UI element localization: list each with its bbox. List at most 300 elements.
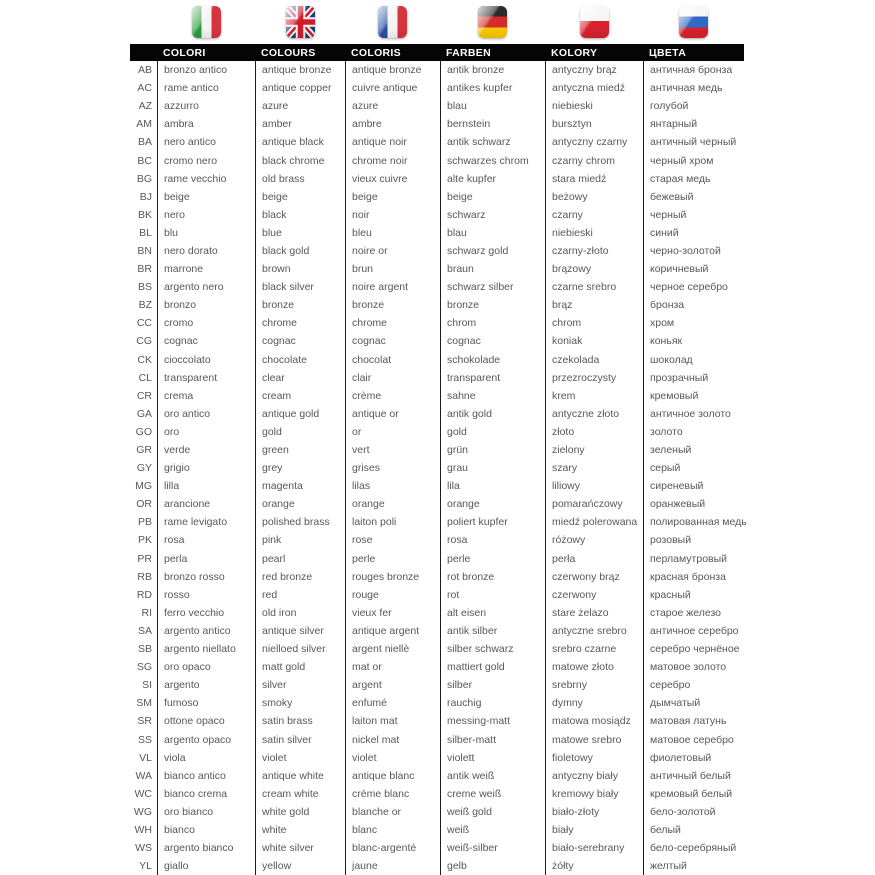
color-code: SA	[137, 624, 152, 637]
color-code: SB	[137, 643, 152, 656]
table-row	[130, 477, 744, 495]
color-name-it: argento niellato	[157, 640, 255, 658]
color-name-en: chrome	[255, 314, 345, 332]
color-name-de: beige	[440, 188, 545, 206]
color-code: RB	[137, 570, 152, 583]
color-name-pl: krem	[545, 387, 643, 405]
color-code: CG	[136, 335, 152, 348]
color-name-ru: античное серебро	[643, 622, 744, 640]
color-name-it: rame levigato	[157, 513, 255, 531]
color-code: CK	[137, 353, 152, 366]
table-row	[130, 314, 744, 332]
color-code: AZ	[138, 100, 152, 113]
color-name-de: rot	[440, 586, 545, 604]
color-name-de: rauchig	[440, 694, 545, 712]
color-name-en: amber	[255, 115, 345, 133]
table-row	[130, 278, 744, 296]
color-code: GO	[135, 425, 152, 438]
color-name-fr: bleu	[345, 224, 440, 242]
color-name-it: oro bianco	[157, 803, 255, 821]
color-name-en: beige	[255, 188, 345, 206]
color-name-it: argento nero	[157, 278, 255, 296]
table-row	[130, 712, 744, 730]
color-name-fr: crème	[345, 387, 440, 405]
table-row	[130, 188, 744, 206]
color-name-pl: czarne srebro	[545, 278, 643, 296]
table-row	[130, 658, 744, 676]
column-header-colours: COLOURS	[261, 46, 316, 59]
color-name-de: perle	[440, 550, 545, 568]
color-name-ru: старое железо	[643, 604, 744, 622]
color-name-fr: laiton poli	[345, 513, 440, 531]
color-code: SR	[137, 715, 152, 728]
color-name-en: antique black	[255, 133, 345, 151]
color-name-de: messing-matt	[440, 712, 545, 730]
color-name-de: grün	[440, 441, 545, 459]
color-name-de: grau	[440, 459, 545, 477]
color-name-it: argento bianco	[157, 839, 255, 857]
color-name-fr: chocolat	[345, 351, 440, 369]
color-name-fr: noir	[345, 206, 440, 224]
color-code: GY	[136, 462, 152, 475]
color-name-de: sahne	[440, 387, 545, 405]
color-name-en: antique white	[255, 767, 345, 785]
color-name-ru: черное серебро	[643, 278, 744, 296]
color-name-en: satin silver	[255, 730, 345, 748]
color-name-ru: перламутровый	[643, 550, 744, 568]
color-name-it: nero	[157, 206, 255, 224]
color-name-de: schwarz silber	[440, 278, 545, 296]
color-code: VL	[139, 751, 152, 764]
color-code: AB	[137, 64, 152, 77]
color-name-fr: antique bronze	[345, 61, 440, 79]
color-name-fr: beige	[345, 188, 440, 206]
color-name-pl: bursztyn	[545, 115, 643, 133]
color-name-ru: античный черный	[643, 133, 744, 151]
color-name-ru: янтарный	[643, 115, 744, 133]
table-row	[130, 405, 744, 423]
color-name-de: mattiert gold	[440, 658, 545, 676]
table-row	[130, 803, 744, 821]
color-name-fr: blanche or	[345, 803, 440, 821]
color-name-ru: шоколад	[643, 351, 744, 369]
color-code: WA	[135, 769, 152, 782]
color-name-pl: niebieski	[545, 224, 643, 242]
italy-flag-icon	[192, 6, 221, 38]
color-name-en: gold	[255, 423, 345, 441]
color-name-fr: vert	[345, 441, 440, 459]
color-code: WC	[134, 787, 152, 800]
color-name-pl: miedź polerowana	[545, 513, 643, 531]
table-row	[130, 206, 744, 224]
color-name-fr: perle	[345, 550, 440, 568]
color-name-en: antique copper	[255, 79, 345, 97]
color-name-it: perla	[157, 550, 255, 568]
color-code: BG	[136, 172, 152, 185]
color-name-de: antik silber	[440, 622, 545, 640]
color-name-de: schwarz	[440, 206, 545, 224]
color-name-it: crema	[157, 387, 255, 405]
color-name-it: bronzo antico	[157, 61, 255, 79]
color-name-pl: stara miedź	[545, 170, 643, 188]
color-name-pl: biało-serebrany	[545, 839, 643, 857]
color-name-ru: античная бронза	[643, 61, 744, 79]
color-name-en: green	[255, 441, 345, 459]
color-name-fr: bronze	[345, 296, 440, 314]
color-name-pl: przezroczysty	[545, 369, 643, 387]
color-name-ru: античная медь	[643, 79, 744, 97]
table-row	[130, 730, 744, 748]
color-name-it: oro	[157, 423, 255, 441]
color-name-en: antique gold	[255, 405, 345, 423]
color-name-it: bianco	[157, 821, 255, 839]
france-flag-icon	[378, 6, 407, 38]
color-name-it: cromo nero	[157, 151, 255, 169]
color-name-fr: vieux cuivre	[345, 170, 440, 188]
color-name-ru: голубой	[643, 97, 744, 115]
color-name-en: pink	[255, 531, 345, 549]
color-name-pl: liliowy	[545, 477, 643, 495]
table-row	[130, 296, 744, 314]
color-name-ru: сиреневый	[643, 477, 744, 495]
color-name-pl: biało-złoty	[545, 803, 643, 821]
table-row	[130, 115, 744, 133]
color-name-de: antik gold	[440, 405, 545, 423]
color-name-ru: золото	[643, 423, 744, 441]
color-name-it: azzurro	[157, 97, 255, 115]
color-name-en: black silver	[255, 278, 345, 296]
color-name-ru: белый	[643, 821, 744, 839]
color-name-de: antik schwarz	[440, 133, 545, 151]
germany-flag-icon	[478, 6, 507, 38]
color-name-fr: chrome noir	[345, 151, 440, 169]
color-name-de: transparent	[440, 369, 545, 387]
color-name-fr: rouges bronze	[345, 568, 440, 586]
table-row	[130, 531, 744, 549]
color-name-pl: czerwony brąz	[545, 568, 643, 586]
color-name-it: rosa	[157, 531, 255, 549]
color-name-de: weiß-silber	[440, 839, 545, 857]
color-name-ru: фиолетовый	[643, 749, 744, 767]
color-name-de: gold	[440, 423, 545, 441]
color-code: WH	[134, 823, 152, 836]
color-name-de: gelb	[440, 857, 545, 875]
uk-flag-icon	[286, 6, 315, 38]
color-name-fr: mat or	[345, 658, 440, 676]
color-name-it: rame antico	[157, 79, 255, 97]
color-code-chart	[130, 0, 747, 875]
color-code: PK	[137, 534, 152, 547]
color-name-de: schokolade	[440, 351, 545, 369]
color-name-de: rosa	[440, 531, 545, 549]
color-name-en: yellow	[255, 857, 345, 875]
color-name-ru: зеленый	[643, 441, 744, 459]
color-name-de: blau	[440, 224, 545, 242]
color-name-fr: jaune	[345, 857, 440, 875]
color-name-it: grigio	[157, 459, 255, 477]
color-name-it: rame vecchio	[157, 170, 255, 188]
color-name-pl: fioletowy	[545, 749, 643, 767]
color-name-fr: blanc	[345, 821, 440, 839]
color-name-fr: enfumé	[345, 694, 440, 712]
color-name-de: alte kupfer	[440, 170, 545, 188]
color-name-ru: дымчатый	[643, 694, 744, 712]
color-name-pl: antyczna miedź	[545, 79, 643, 97]
color-name-de: cognac	[440, 332, 545, 350]
color-name-it: argento opaco	[157, 730, 255, 748]
color-name-ru: кремовый	[643, 387, 744, 405]
color-name-fr: antique blanc	[345, 767, 440, 785]
color-code: BN	[137, 244, 152, 257]
color-name-ru: старая медь	[643, 170, 744, 188]
column-header-cveta: ЦВЕТА	[649, 46, 687, 59]
color-name-de: bernstein	[440, 115, 545, 133]
color-name-de: antik weiß	[440, 767, 545, 785]
color-name-en: cream	[255, 387, 345, 405]
color-name-it: rosso	[157, 586, 255, 604]
color-name-fr: or	[345, 423, 440, 441]
color-name-en: white	[255, 821, 345, 839]
table-row	[130, 604, 744, 622]
color-name-pl: antyczny czarny	[545, 133, 643, 151]
color-name-fr: cuivre antique	[345, 79, 440, 97]
color-name-fr: argent	[345, 676, 440, 694]
color-code: GA	[136, 407, 152, 420]
color-name-fr: cognac	[345, 332, 440, 350]
color-name-ru: матовая латунь	[643, 712, 744, 730]
table-row	[130, 568, 744, 586]
color-name-fr: ambre	[345, 115, 440, 133]
color-name-fr: lilas	[345, 477, 440, 495]
color-name-ru: матовое золото	[643, 658, 744, 676]
column-header-farben: FARBEN	[446, 46, 491, 59]
table-row	[130, 387, 744, 405]
color-name-en: black	[255, 206, 345, 224]
column-header-colori: COLORI	[163, 46, 206, 59]
color-name-pl: perła	[545, 550, 643, 568]
color-name-fr: chrome	[345, 314, 440, 332]
table-row	[130, 459, 744, 477]
color-name-pl: kremowy biały	[545, 785, 643, 803]
color-name-de: creme weiß	[440, 785, 545, 803]
color-name-pl: złoto	[545, 423, 643, 441]
color-name-fr: orange	[345, 495, 440, 513]
table-row	[130, 785, 744, 803]
color-name-ru: матовое серебро	[643, 730, 744, 748]
table-row	[130, 61, 744, 79]
color-name-en: satin brass	[255, 712, 345, 730]
color-name-it: ambra	[157, 115, 255, 133]
color-name-de: silber schwarz	[440, 640, 545, 658]
table-row	[130, 550, 744, 568]
color-name-fr: laiton mat	[345, 712, 440, 730]
color-code: MG	[135, 480, 152, 493]
color-name-pl: pomarańczowy	[545, 495, 643, 513]
color-name-de: blau	[440, 97, 545, 115]
color-code: BJ	[139, 190, 152, 203]
color-name-pl: żółty	[545, 857, 643, 875]
color-name-en: cream white	[255, 785, 345, 803]
table-row	[130, 260, 744, 278]
table-row	[130, 441, 744, 459]
color-name-en: black gold	[255, 242, 345, 260]
color-name-de: rot bronze	[440, 568, 545, 586]
color-code: SM	[136, 697, 152, 710]
color-name-fr: grises	[345, 459, 440, 477]
color-name-en: old brass	[255, 170, 345, 188]
color-name-it: oro antico	[157, 405, 255, 423]
color-name-pl: srebro czarne	[545, 640, 643, 658]
color-name-ru: античное золото	[643, 405, 744, 423]
color-name-de: silber	[440, 676, 545, 694]
table-row	[130, 857, 744, 875]
color-name-ru: кремовый белый	[643, 785, 744, 803]
color-name-fr: azure	[345, 97, 440, 115]
color-code: PB	[137, 516, 152, 529]
color-code: BA	[137, 136, 152, 149]
color-code: SS	[137, 733, 152, 746]
table-row	[130, 767, 744, 785]
color-name-pl: matowe srebro	[545, 730, 643, 748]
color-name-de: orange	[440, 495, 545, 513]
color-name-en: nielloed silver	[255, 640, 345, 658]
color-code: AM	[136, 118, 152, 131]
color-name-pl: stare żelazo	[545, 604, 643, 622]
table-body	[130, 61, 747, 875]
color-name-pl: srebrny	[545, 676, 643, 694]
color-name-pl: antyczny brąz	[545, 61, 643, 79]
color-name-fr: rose	[345, 531, 440, 549]
table-row	[130, 332, 744, 350]
color-name-pl: brązowy	[545, 260, 643, 278]
color-name-it: beige	[157, 188, 255, 206]
color-name-ru: черно-золотой	[643, 242, 744, 260]
color-name-en: red	[255, 586, 345, 604]
color-name-ru: оранжевый	[643, 495, 744, 513]
color-name-ru: коричневый	[643, 260, 744, 278]
color-name-fr: crème blanc	[345, 785, 440, 803]
color-name-it: verde	[157, 441, 255, 459]
color-name-it: viola	[157, 749, 255, 767]
color-name-pl: biały	[545, 821, 643, 839]
color-code: AC	[137, 82, 152, 95]
color-name-fr: brun	[345, 260, 440, 278]
color-name-ru: коньяк	[643, 332, 744, 350]
color-name-ru: черный	[643, 206, 744, 224]
russia-flag-icon	[679, 6, 708, 38]
color-name-it: nero dorato	[157, 242, 255, 260]
color-name-en: antique silver	[255, 622, 345, 640]
color-name-it: bianco crema	[157, 785, 255, 803]
color-name-ru: синий	[643, 224, 744, 242]
table-row	[130, 839, 744, 857]
color-name-it: argento antico	[157, 622, 255, 640]
color-name-fr: blanc-argenté	[345, 839, 440, 857]
color-name-it: ferro vecchio	[157, 604, 255, 622]
color-name-fr: vieux fer	[345, 604, 440, 622]
color-name-ru: полированная медь	[643, 513, 744, 531]
color-name-pl: antyczny biały	[545, 767, 643, 785]
poland-flag-icon	[580, 6, 609, 38]
table-row	[130, 242, 744, 260]
color-name-fr: antique argent	[345, 622, 440, 640]
color-name-it: lilla	[157, 477, 255, 495]
color-name-pl: czarny	[545, 206, 643, 224]
color-name-fr: argent niellè	[345, 640, 440, 658]
color-name-de: poliert kupfer	[440, 513, 545, 531]
color-name-ru: серебро	[643, 676, 744, 694]
color-name-it: bronzo	[157, 296, 255, 314]
color-name-fr: noire argent	[345, 278, 440, 296]
color-code: CL	[138, 371, 152, 384]
color-name-pl: matowa mosiądz	[545, 712, 643, 730]
color-name-de: lila	[440, 477, 545, 495]
color-code: BL	[139, 226, 152, 239]
color-name-de: antikes kupfer	[440, 79, 545, 97]
color-name-en: clear	[255, 369, 345, 387]
table-row	[130, 749, 744, 767]
color-name-it: argento	[157, 676, 255, 694]
color-name-pl: antyczne srebro	[545, 622, 643, 640]
color-name-it: ottone opaco	[157, 712, 255, 730]
color-name-pl: dymny	[545, 694, 643, 712]
color-name-en: orange	[255, 495, 345, 513]
color-name-de: chrom	[440, 314, 545, 332]
color-name-it: bianco antico	[157, 767, 255, 785]
color-name-it: cioccolato	[157, 351, 255, 369]
color-code: RD	[136, 588, 152, 601]
color-name-it: bronzo rosso	[157, 568, 255, 586]
table-row	[130, 170, 744, 188]
flags-row	[130, 0, 744, 44]
color-name-en: azure	[255, 97, 345, 115]
color-name-en: red bronze	[255, 568, 345, 586]
color-code: PR	[137, 552, 152, 565]
color-name-en: black chrome	[255, 151, 345, 169]
color-code: WS	[135, 842, 152, 855]
color-code: OR	[136, 498, 152, 511]
table-row	[130, 640, 744, 658]
color-code: BZ	[138, 299, 152, 312]
color-name-it: nero antico	[157, 133, 255, 151]
table-row	[130, 586, 744, 604]
table-row	[130, 821, 744, 839]
color-name-ru: бежевый	[643, 188, 744, 206]
table-row	[130, 622, 744, 640]
color-name-ru: серебро чернёное	[643, 640, 744, 658]
table-row	[130, 351, 744, 369]
table-row	[130, 97, 744, 115]
color-name-en: bronze	[255, 296, 345, 314]
color-name-it: cromo	[157, 314, 255, 332]
color-code: SI	[142, 679, 152, 692]
color-name-fr: antique or	[345, 405, 440, 423]
color-code: GR	[136, 444, 152, 457]
color-name-pl: chrom	[545, 314, 643, 332]
color-name-ru: желтый	[643, 857, 744, 875]
table-row	[130, 79, 744, 97]
color-name-fr: rouge	[345, 586, 440, 604]
color-code: SG	[136, 661, 152, 674]
color-name-ru: хром	[643, 314, 744, 332]
color-name-en: silver	[255, 676, 345, 694]
color-name-pl: beżowy	[545, 188, 643, 206]
color-name-it: transparent	[157, 369, 255, 387]
color-name-en: blue	[255, 224, 345, 242]
color-name-pl: koniak	[545, 332, 643, 350]
color-name-pl: zielony	[545, 441, 643, 459]
table-row	[130, 513, 747, 531]
